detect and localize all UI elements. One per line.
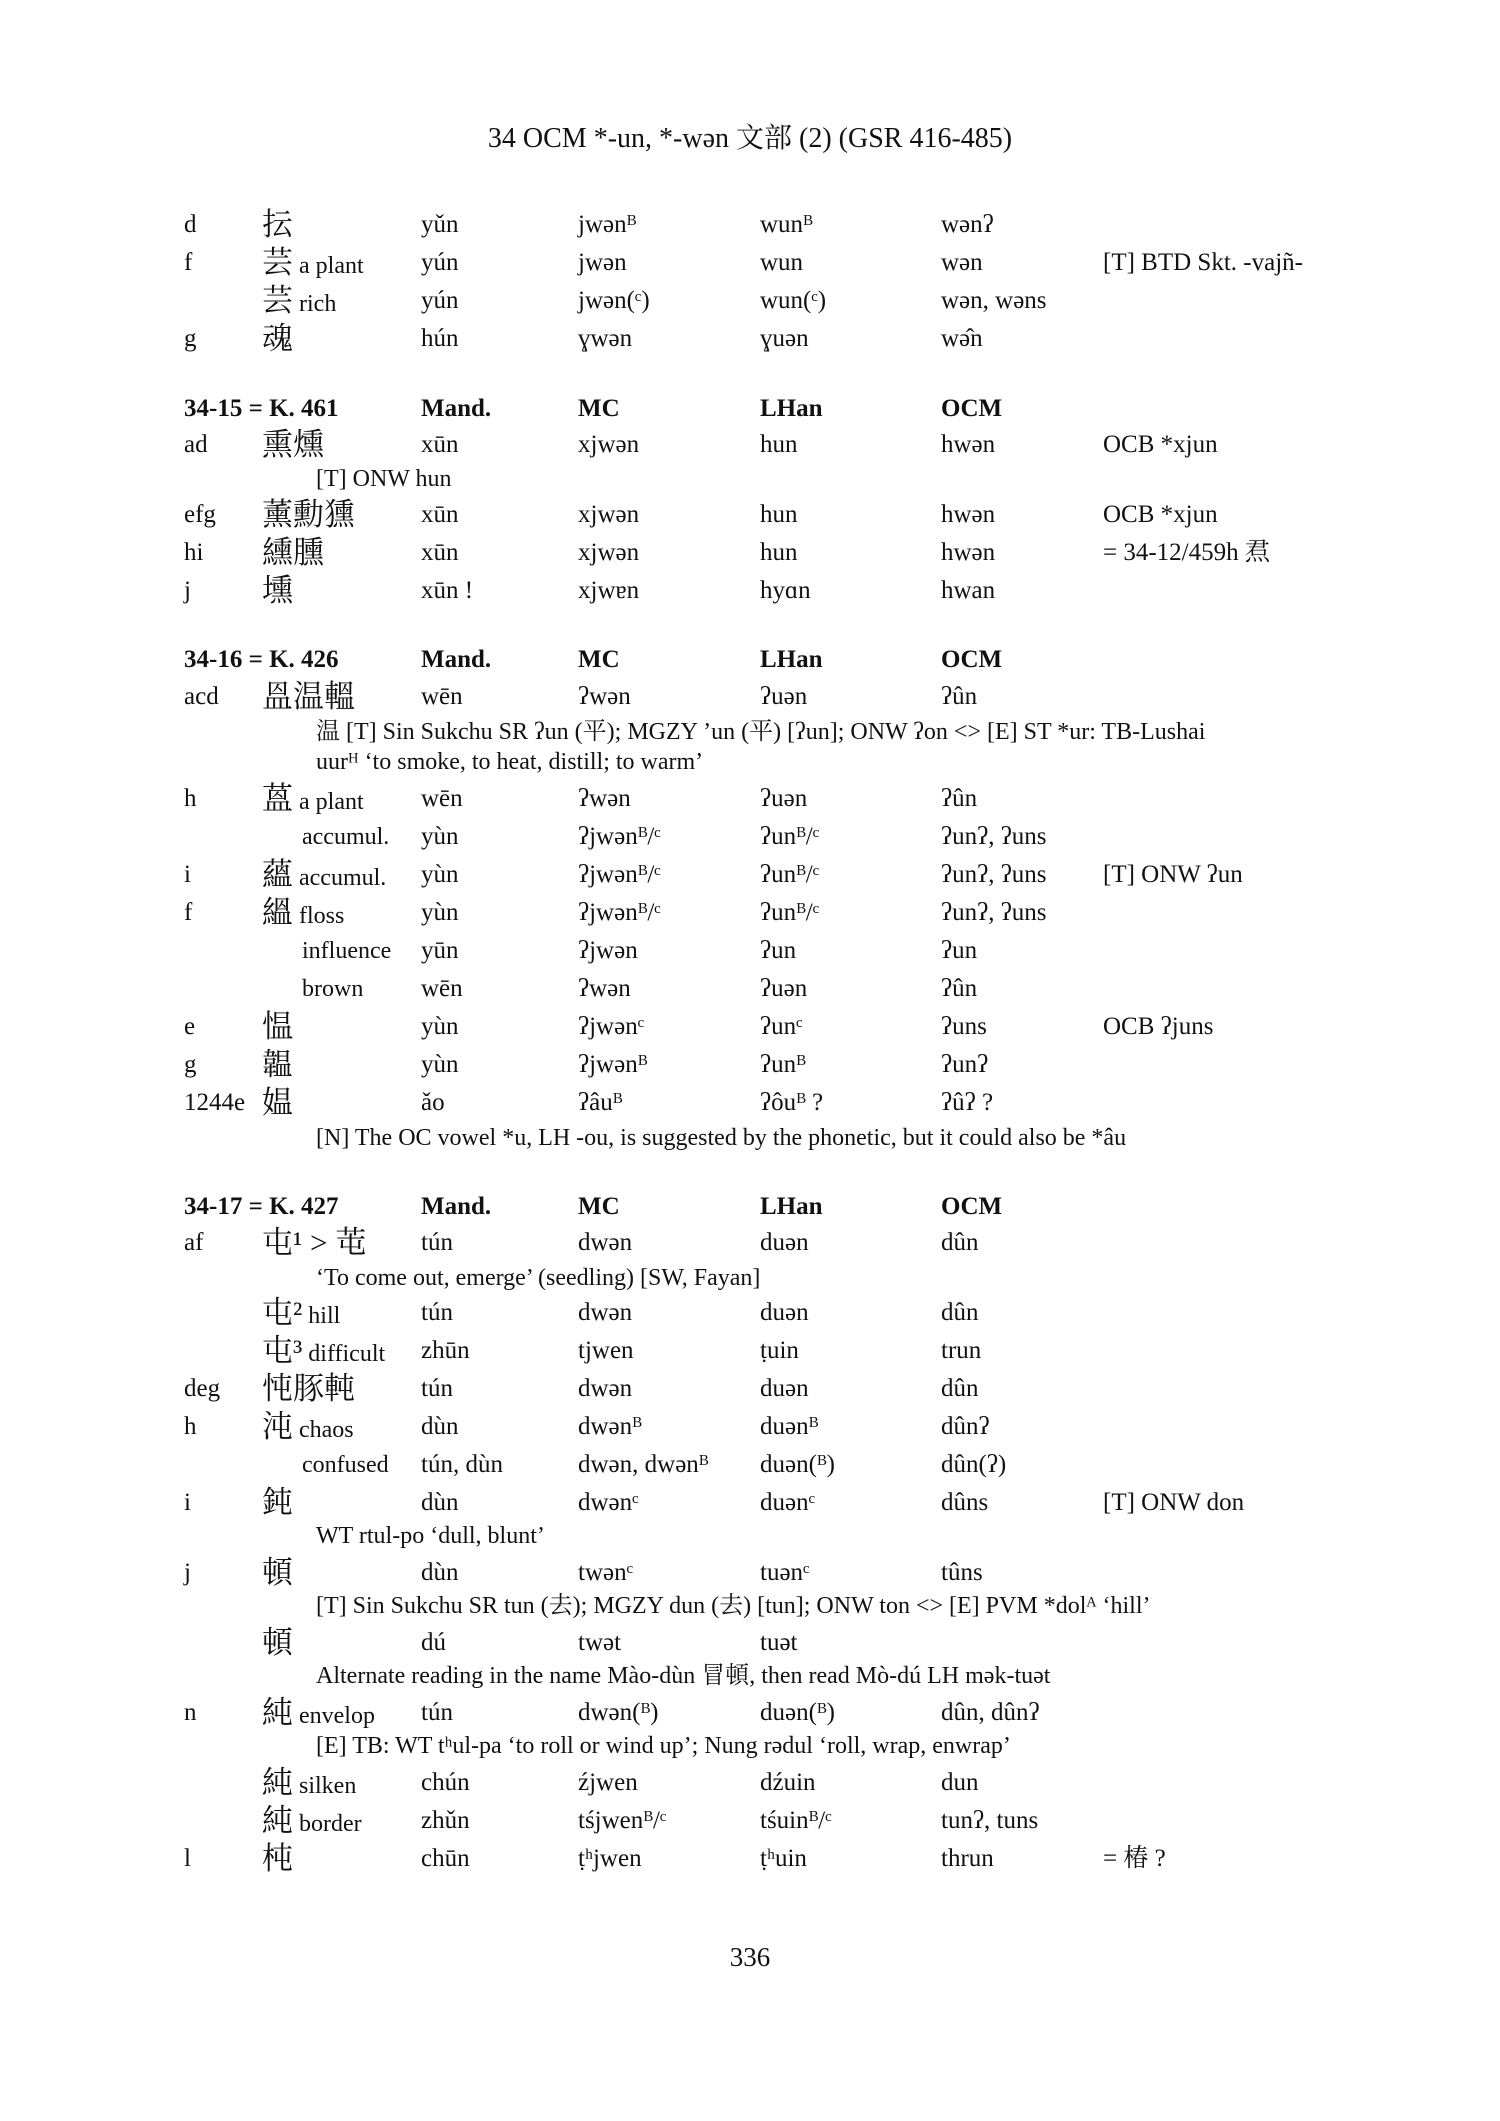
gloss: hill [302,1303,341,1329]
mandarin-reading: hún [421,325,459,352]
entry-graph [262,1010,293,1047]
middle-chinese-reading: dwən, dwənᴮ [578,1451,709,1478]
table-row [0,246,1500,280]
entry-graph [262,1372,355,1409]
chinese-character: 頓 [262,1555,293,1590]
later-han-reading: ʔuən [760,683,808,710]
entry-graph [302,972,363,1006]
entry-note: OCB *xjun [1103,501,1218,528]
entry-note: OCB *xjun [1103,431,1218,458]
old-chinese-reading: wən [941,249,983,276]
entry-graph [262,1696,375,1733]
entry-note: = 椿 ? [1103,1845,1166,1872]
entry-id: deg [184,1375,221,1402]
entry-note: OCB ʔjuns [1103,1013,1214,1040]
table-row [0,820,1500,854]
table-row [0,1334,1500,1368]
middle-chinese-reading: xjwən [578,501,640,528]
entry-note: [T] ONW don [1103,1489,1245,1516]
later-han-reading: duən [760,1299,809,1326]
old-chinese-reading: OCM [941,1193,1003,1220]
entry-graph [262,1048,293,1085]
middle-chinese-reading: xjwɐn [578,577,640,604]
old-chinese-reading: ʔunʔ, ʔuns [941,823,1047,850]
entry-graph [262,1226,366,1263]
entry-id: j [184,577,191,604]
later-han-reading: hun [760,431,798,458]
entry-note: = 34-12/459h 焄 [1103,539,1270,566]
entry-id: g [184,1051,197,1078]
old-chinese-reading: OCM [941,646,1003,673]
entry-id: ad [184,431,208,458]
table-row [0,322,1500,356]
middle-chinese-reading: dwənᴮ [578,1413,642,1440]
section-header [0,392,1500,426]
later-han-reading: ʔuən [760,975,808,1002]
entry-note: [T] BTD Skt. -vajñ- [1103,249,1303,276]
later-han-reading: wun [760,249,804,276]
entry-graph [262,858,386,895]
middle-chinese-reading: ʔjwənᶜ [578,1013,645,1040]
mandarin-reading: xūn [421,501,459,528]
mandarin-reading: yùn [421,899,459,926]
later-han-reading: hun [760,501,798,528]
later-han-reading: tuət [760,1629,798,1656]
middle-chinese-reading: xjwən [578,431,640,458]
chinese-character: 縕 [262,895,293,930]
middle-chinese-reading: jwən [578,249,627,276]
chinese-character: 杶 [262,1841,293,1876]
old-chinese-reading: tunʔ, tuns [941,1807,1039,1834]
mandarin-reading: wēn [421,975,463,1002]
old-chinese-reading: dûns [941,1489,989,1516]
chinese-character: 抎 [262,207,293,242]
chinese-character: 屯¹ > 芚 [262,1225,367,1260]
table-row [0,680,1500,714]
later-han-reading: ɣuən [760,325,809,352]
table-row [0,1372,1500,1406]
mandarin-reading: yùn [421,861,459,888]
mandarin-reading: zhūn [421,1337,470,1364]
gloss: silken [293,1773,357,1799]
note-line: [T] ONW hun [316,466,452,492]
page-header: 34 OCM *-un, *-wən 文部 (2) (GSR 416-485) [487,123,1013,154]
later-han-reading: duən(ᴮ) [760,1699,835,1726]
entry-graph [262,1804,362,1841]
entry-note: [T] ONW ʔun [1103,861,1243,888]
entry-id: acd [184,683,219,710]
old-chinese-reading: wənʔ [941,211,994,238]
middle-chinese-reading: jwən(ᶜ) [578,287,650,314]
chinese-character: 愠 [262,1009,293,1044]
mandarin-reading: yūn [421,937,459,964]
mandarin-reading: yún [421,249,459,276]
old-chinese-reading: ʔunʔ, ʔuns [941,861,1047,888]
later-han-reading: hyɑn [760,577,811,604]
middle-chinese-reading: ʔjwənᴮ [578,1051,648,1078]
note-line: WT rtul-po ‘dull, blunt’ [316,1523,545,1549]
mandarin-reading: xūn ! [421,577,474,604]
mandarin-reading: dùn [421,1413,459,1440]
old-chinese-reading: ʔûn [941,975,978,1002]
entry-id: 34-17 = K. 427 [184,1193,339,1220]
old-chinese-reading: ʔun [941,937,978,964]
mandarin-reading: chún [421,1769,470,1796]
chinese-character: 𥁕温轀 [262,679,355,714]
entry-graph [262,322,293,359]
middle-chinese-reading: tjwen [578,1337,634,1364]
entry-id: i [184,861,191,888]
later-han-reading: LHan [760,1193,823,1220]
table-row [0,782,1500,816]
middle-chinese-reading: twət [578,1629,622,1656]
entry-graph [262,284,336,321]
middle-chinese-reading: dwənᶜ [578,1489,639,1516]
middle-chinese-reading: ʔjwən [578,937,638,964]
entry-graph [262,896,344,933]
entry-graph [262,1296,340,1333]
chinese-character: 忳豚軘 [262,1371,355,1406]
later-han-reading: LHan [760,646,823,673]
table-row [0,1296,1500,1330]
old-chinese-reading: ʔuns [941,1013,987,1040]
table-row [0,1626,1500,1660]
table-row [0,428,1500,462]
mandarin-reading: dùn [421,1559,459,1586]
entry-id: h [184,785,197,812]
mandarin-reading: yùn [421,823,459,850]
entry-graph [262,1556,293,1593]
later-han-reading: dźuin [760,1769,816,1796]
table-row [0,972,1500,1006]
entry-graph [262,428,324,465]
gloss: difficult [302,1341,386,1367]
table-row [0,1010,1500,1044]
chinese-character: 鈍 [262,1485,293,1520]
mandarin-reading: yùn [421,1013,459,1040]
later-han-reading: duən [760,1375,809,1402]
entry-graph [262,1410,354,1447]
gloss: accumul. [302,824,390,850]
gloss: rich [293,291,337,317]
gloss: influence [302,938,392,964]
later-han-reading: ʔôuᴮ ? [760,1089,824,1116]
mandarin-reading: tún, dùn [421,1451,503,1478]
entry-graph [262,1334,385,1371]
entry-graph [262,782,364,819]
later-han-reading: hun [760,539,798,566]
later-han-reading: ṭʰuin [760,1845,807,1872]
later-han-reading: ʔunᴮ/ᶜ [760,823,820,850]
entry-graph [262,1842,293,1879]
gloss: a plant [293,789,364,815]
mandarin-reading: chūn [421,1845,470,1872]
entry-id: g [184,325,197,352]
table-row [0,1086,1500,1120]
later-han-reading: duənᴮ [760,1413,819,1440]
old-chinese-reading: ʔûʔ ? [941,1089,994,1116]
middle-chinese-reading: twənᶜ [578,1559,633,1586]
later-han-reading: LHan [760,395,823,422]
mandarin-reading: xūn [421,539,459,566]
table-row [0,574,1500,608]
middle-chinese-reading: ʔjwənᴮ/ᶜ [578,899,661,926]
old-chinese-reading: OCM [941,395,1003,422]
middle-chinese-reading: dwən [578,1229,633,1256]
old-chinese-reading: dun [941,1769,979,1796]
entry-id: 1244e [184,1089,246,1116]
old-chinese-reading: dûn [941,1299,979,1326]
chinese-character: 薰勳獯 [262,497,355,532]
note-line: [N] The OC vowel *u, LH -ou, is suggested by the phonetic, but it could also be *âu [316,1125,1127,1151]
mandarin-reading: Mand. [421,395,492,422]
table-row [0,1226,1500,1260]
old-chinese-reading: dûnʔ [941,1413,990,1440]
note-line: 温 [T] Sin Sukchu SR ʔun (平); MGZY ’un (平) [ʔun]; ONW ʔon <> [E] ST *ur: TB-Lushai [316,719,1206,745]
old-chinese-reading: wən, wəns [941,287,1047,314]
table-row [0,1448,1500,1482]
entry-id: l [184,1845,191,1872]
entry-graph [262,1486,293,1523]
entry-id: f [184,899,193,926]
old-chinese-reading: tûns [941,1559,983,1586]
middle-chinese-reading: ɣwən [578,325,633,352]
later-han-reading: duən(ᴮ) [760,1451,835,1478]
chinese-character: 壎 [262,573,293,608]
entry-id: efg [184,501,216,528]
old-chinese-reading: dûn(ʔ) [941,1451,1007,1478]
entry-id: n [184,1699,197,1726]
gloss: floss [293,903,345,929]
entry-id: f [184,249,193,276]
table-row [0,1696,1500,1730]
entry-id: j [184,1559,191,1586]
section-header [0,1190,1500,1224]
table-row [0,1410,1500,1444]
old-chinese-reading: trun [941,1337,982,1364]
chinese-character: 媪 [262,1085,293,1120]
gloss: envelop [293,1703,375,1729]
mandarin-reading: Mand. [421,1193,492,1220]
entry-graph [302,1448,389,1482]
later-han-reading: duənᶜ [760,1489,815,1516]
old-chinese-reading: hwən [941,501,996,528]
note-line: [T] Sin Sukchu SR tun (去); MGZY dun (去) [tun]; ONW ton <> [E] PVM *dolᴬ ‘hill’ [316,1593,1151,1619]
note-line: [E] TB: WT tʰul-pa ‘to roll or wind up’; Nung rədul ‘roll, wrap, enwrap’ [316,1733,1011,1759]
old-chinese-reading: wə̂n [941,325,983,352]
gloss: confused [302,1452,389,1478]
mandarin-reading: zhǔn [421,1807,470,1834]
middle-chinese-reading: MC [578,1193,620,1220]
mandarin-reading: tún [421,1699,453,1726]
mandarin-reading: wēn [421,785,463,812]
entry-graph [262,574,293,611]
entry-graph [262,246,364,283]
table-row [0,208,1500,242]
entry-id: hi [184,539,204,566]
old-chinese-reading: ʔûn [941,683,978,710]
old-chinese-reading: hwan [941,577,996,604]
chinese-character: 屯³ [262,1333,303,1368]
middle-chinese-reading: ʔjwənᴮ/ᶜ [578,823,661,850]
entry-graph [262,536,324,573]
later-han-reading: tśuinᴮ/ᶜ [760,1807,832,1834]
gloss: a plant [293,253,364,279]
chinese-character: 純 [262,1803,293,1838]
mandarin-reading: Mand. [421,646,492,673]
middle-chinese-reading: tśjwenᴮ/ᶜ [578,1807,667,1834]
middle-chinese-reading: jwənᴮ [578,211,637,238]
entry-graph [262,208,293,245]
old-chinese-reading: ʔûn [941,785,978,812]
middle-chinese-reading: dwən [578,1299,633,1326]
middle-chinese-reading: dwən [578,1375,633,1402]
chinese-character: 芸 [262,283,293,318]
entry-id: e [184,1013,196,1040]
later-han-reading: duən [760,1229,809,1256]
table-row [0,1804,1500,1838]
chinese-character: 純 [262,1765,293,1800]
entry-graph [262,1626,293,1663]
middle-chinese-reading: ʔâuᴮ [578,1089,623,1116]
table-row [0,896,1500,930]
entry-id: af [184,1229,204,1256]
mandarin-reading: tún [421,1229,453,1256]
old-chinese-reading: ʔunʔ, ʔuns [941,899,1047,926]
middle-chinese-reading: ṭʰjwen [578,1845,642,1872]
old-chinese-reading: ʔunʔ [941,1051,989,1078]
mandarin-reading: tún [421,1299,453,1326]
entry-id: d [184,211,197,238]
later-han-reading: ʔuən [760,785,808,812]
entry-graph [262,1086,293,1123]
entry-graph [302,934,391,968]
old-chinese-reading: thrun [941,1845,994,1872]
gloss: chaos [293,1417,354,1443]
chinese-character: 屯² [262,1295,303,1330]
table-row [0,1486,1500,1520]
old-chinese-reading: dûn [941,1229,979,1256]
later-han-reading: wun(ᶜ) [760,287,827,314]
later-han-reading: wunᴮ [760,211,813,238]
section-header [0,643,1500,677]
mandarin-reading: xūn [421,431,459,458]
middle-chinese-reading: MC [578,395,620,422]
note-line: Alternate reading in the name Mào-dùn 冒頓, then read Mò-dú LH mək-tuət [316,1663,1051,1689]
old-chinese-reading: hwən [941,431,996,458]
chinese-character: 沌 [262,1409,293,1444]
table-row [0,858,1500,892]
middle-chinese-reading: ʔwən [578,785,631,812]
entry-id: i [184,1489,191,1516]
table-row [0,1556,1500,1590]
table-row [0,536,1500,570]
chinese-character: 頓 [262,1625,293,1660]
note-line: ‘To come out, emerge’ (seedling) [SW, Fayan] [316,1265,761,1291]
chinese-character: 魂 [262,321,293,356]
old-chinese-reading: dûn, dûnʔ [941,1699,1040,1726]
entry-graph [302,820,389,854]
middle-chinese-reading: źjwen [578,1769,638,1796]
gloss: accumul. [293,865,387,891]
entry-graph [262,680,355,717]
later-han-reading: ʔunᴮ/ᶜ [760,861,820,888]
chinese-character: 蘊 [262,857,293,892]
middle-chinese-reading: ʔwən [578,975,631,1002]
old-chinese-reading: hwən [941,539,996,566]
middle-chinese-reading: ʔwən [578,683,631,710]
entry-graph [262,498,355,535]
middle-chinese-reading: MC [578,646,620,673]
chinese-character: 熏燻 [262,427,324,462]
old-chinese-reading: dûn [941,1375,979,1402]
table-row [0,1048,1500,1082]
later-han-reading: ṭuin [760,1337,799,1364]
mandarin-reading: ǎo [421,1089,445,1116]
chinese-character: 纁臐 [262,535,324,570]
later-han-reading: ʔunᴮ/ᶜ [760,899,820,926]
table-row [0,498,1500,532]
chinese-character: 純 [262,1695,293,1730]
chinese-character: 韞 [262,1047,293,1082]
entry-id: 34-16 = K. 426 [184,646,339,673]
gloss: border [293,1811,362,1837]
note-line: uurᴴ ‘to smoke, to heat, distill; to warm’ [316,749,704,775]
middle-chinese-reading: ʔjwənᴮ/ᶜ [578,861,661,888]
mandarin-reading: tún [421,1375,453,1402]
table-row [0,1842,1500,1876]
table-row [0,284,1500,318]
mandarin-reading: dùn [421,1489,459,1516]
middle-chinese-reading: xjwən [578,539,640,566]
table-row [0,1766,1500,1800]
mandarin-reading: yún [421,287,459,314]
later-han-reading: ʔunᶜ [760,1013,803,1040]
later-han-reading: ʔun [760,937,797,964]
middle-chinese-reading: dwən(ᴮ) [578,1699,659,1726]
mandarin-reading: wēn [421,683,463,710]
mandarin-reading: yùn [421,1051,459,1078]
gloss: brown [302,976,364,1002]
mandarin-reading: dú [421,1629,446,1656]
chinese-character: 芸 [262,245,293,280]
entry-graph [262,1766,356,1803]
entry-id: 34-15 = K. 461 [184,395,339,422]
later-han-reading: tuənᶜ [760,1559,810,1586]
page-number: 336 [729,1942,771,1972]
entry-id: h [184,1413,197,1440]
table-row [0,934,1500,968]
later-han-reading: ʔunᴮ [760,1051,806,1078]
chinese-character: 蒕 [262,781,293,816]
mandarin-reading: yǔn [421,211,459,238]
